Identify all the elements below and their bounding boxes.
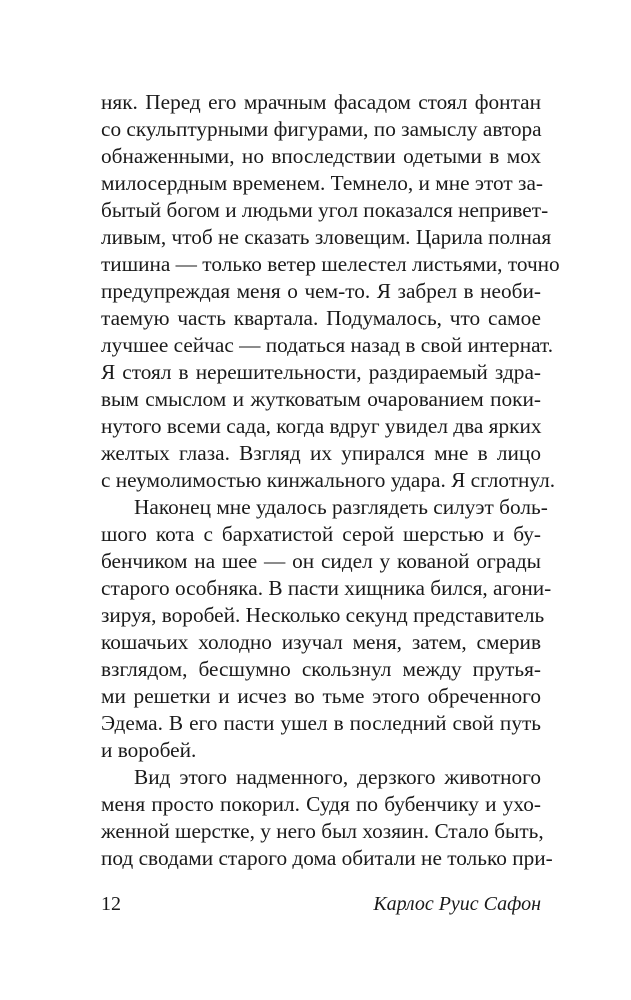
page-footer xyxy=(101,893,541,916)
text-line: меня просто покорил. Судя по бубенчику и ухо- xyxy=(101,792,541,816)
text-line: Эдема. В его пасти ушел в последний свой путь xyxy=(101,711,541,735)
text-line: Я стоял в нерешительности, раздираемый здра- xyxy=(101,360,541,384)
text-line: Наконец мне удалось разглядеть силуэт боль- xyxy=(134,495,548,519)
text-line: взглядом, бесшумно скользнул между прутья- xyxy=(101,657,541,681)
text-line: кошачьих холодно изучал меня, затем, смерив xyxy=(101,630,541,654)
text-line: со скульптурными фигурами, по замыслу автора xyxy=(101,117,542,141)
text-line: ми решетки и исчез во тьме этого обреченного xyxy=(101,684,541,708)
text-line: бенчиком на шее — он сидел у кованой ограды xyxy=(101,549,541,573)
running-footer-author: Карлос Руис Сафон xyxy=(373,893,541,915)
text-line: тишина — только ветер шелестел листьями, точно xyxy=(101,252,560,276)
text-line: желтых глаза. Взгляд их упирался мне в лицо xyxy=(101,441,541,465)
text-line: лучшее сейчас — податься назад в свой интернат. xyxy=(101,333,554,357)
paragraph xyxy=(101,494,552,764)
text-line: ливым, чтоб не сказать зловещим. Царила полная xyxy=(101,225,552,249)
text-line: предупреждая меня о чем-то. Я забрел в необи- xyxy=(101,279,541,303)
text-line: под сводами старого дома обитали не только при- xyxy=(101,846,553,870)
text-line: таемую часть квартала. Подумалось, что самое xyxy=(101,306,541,330)
text-line: шого кота с бархатистой серой шерстью и бу- xyxy=(101,522,541,546)
text-line: вым смыслом и жутковатым очарованием поки- xyxy=(101,387,541,411)
text-line: и воробей. xyxy=(101,738,197,762)
text-line: милосердным временем. Темнело, и мне этот за- xyxy=(101,171,544,195)
paragraph xyxy=(101,764,553,872)
text-line: обнаженными, но впоследствии одетыми в мох xyxy=(101,144,541,168)
text-line: няк. Перед его мрачным фасадом стоял фонтан xyxy=(101,90,541,114)
text-line: нутого всеми сада, когда вдруг увидел два ярких xyxy=(101,414,542,438)
text-line: старого особняка. В пасти хищника бился, агони- xyxy=(101,576,552,600)
paragraph xyxy=(101,89,560,494)
text-line: Вид этого надменного, дерзкого животного xyxy=(134,765,541,789)
text-line: зируя, воробей. Несколько секунд представитель xyxy=(101,603,545,627)
text-line: женной шерстке, у него был хозяин. Стало быть, xyxy=(101,819,544,843)
text-line: бытый богом и людьми угол показался непривет- xyxy=(101,198,549,222)
page-number: 12 xyxy=(101,893,121,915)
text-line: с неумолимостью кинжального удара. Я сглотнул. xyxy=(101,468,556,492)
body-text xyxy=(101,89,560,872)
